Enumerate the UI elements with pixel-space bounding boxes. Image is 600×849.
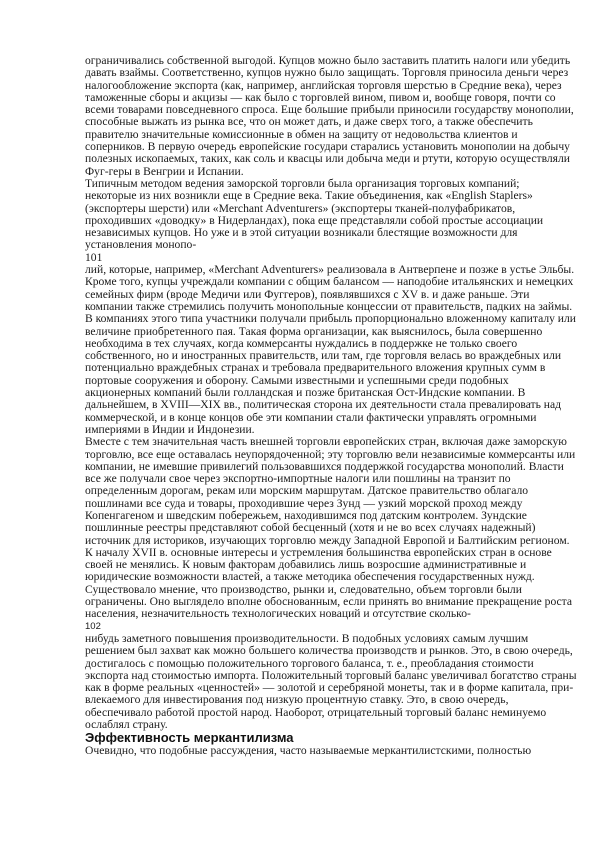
text-line: нибудь заметного повышения производительности. В подобных условиях самым лучшим bbox=[85, 631, 529, 645]
text-line: ослаблял страну. bbox=[85, 718, 168, 732]
text-line: экспорта над стоимостью импорта. Положительный торговый баланс увеличивал богатство страны bbox=[85, 668, 577, 682]
paragraph bbox=[85, 547, 585, 584]
text-line: юридические возможности властей, а также методика обеспечения государственных нужд. bbox=[85, 570, 535, 584]
text-line: (экспортеры шерсти) или «Merchant Adventurers» (экспортеры тканей-полуфабрикатов, bbox=[85, 201, 516, 215]
paragraph bbox=[85, 584, 585, 621]
text-line: Типичным методом ведения заморской торговли была организация торговых компаний; bbox=[85, 176, 520, 190]
text-line: В компаниях этого типа участники получали прибыль пропорционально вложенному капиталу или bbox=[85, 312, 576, 326]
text-line: независимых купцов. Но уже и в этой ситуации возникали блестящие возможности для bbox=[85, 226, 518, 240]
text-line: своей не менялись. К новым факторам добавились лишь возросшие административные и bbox=[85, 558, 527, 572]
text-line: компании также стремились получить монопольные концессии от правительств, падких на займы. bbox=[85, 299, 573, 313]
text-line: империями в Индии и Индонезии. bbox=[85, 422, 255, 436]
text-line: как в форме реальных «ценностей» — золотой и серебряной монеты, так и в форме капитала, при- bbox=[85, 681, 574, 695]
page-number: 102 bbox=[85, 620, 101, 632]
text-line: решением был захват как можно большего количества производств и рынков. Это, в свою очередь, bbox=[85, 644, 573, 658]
text-line: достигалось с помощью положительного торгового баланса, т. е., преобладания стоимости bbox=[85, 656, 534, 670]
text-line: влекаемого для инвестирования под низкую процентную ставку. Это, в свою очередь, bbox=[85, 693, 509, 707]
text-line: Фуг-геры в Венгрии и Испании. bbox=[85, 164, 244, 178]
text-line: пошлинные реестры представляют собой бесценный (хотя и не во всех случаях надежный) bbox=[85, 521, 536, 535]
text-line: Копенгагеном и шведским побережьем, находившимся под датским контролем. Зундские bbox=[85, 508, 527, 522]
text-line: правителю значительные комиссионные в обмен на защиту от недовольства клиентов и bbox=[85, 127, 518, 141]
text-line: Кроме того, купцы учреждали компании с общим балансом — наподобие итальянских и немецких bbox=[85, 275, 574, 289]
text-line: налогообложение экспорта (как, например, английская торговля шерстью в Средние века), через bbox=[85, 78, 562, 92]
document-page bbox=[85, 55, 585, 757]
text-line: семейных фирм (вроде Медичи или Фуггеров), появлявшихся с XV в. и даже раньше. Эти bbox=[85, 287, 530, 301]
text-line: Существовало мнение, что производство, рынки и, следовательно, объем торговли были bbox=[85, 582, 522, 596]
text-line: собственного, но и иностранных правительств, или там, где торговля велась во враждебных или bbox=[85, 349, 562, 363]
paragraph bbox=[85, 436, 585, 547]
text-line: К началу XVII в. основные интересы и устремления большинства европейских стран в основе bbox=[85, 545, 552, 559]
text-line: акционерных компаний были голландская и позже британская Ост-Индские компании. В bbox=[85, 386, 526, 400]
text-line: таможенные сборы и акцизы — как было с торговлей вином, пивом и, вообще говоря, почти со bbox=[85, 90, 556, 104]
text-line: соперников. В первую очередь европейские государи старались установить монополии на добычу bbox=[85, 140, 570, 154]
text-line: ограничены. Оно выглядело вполне обоснованным, если принять во внимание прекращение роста bbox=[85, 595, 573, 609]
text-line: населения, незначительность технологических новаций и отсутствие сколько- bbox=[85, 607, 471, 621]
text-line: потенциально враждебных странах и требовала предварительного вложения крупных сумм в bbox=[85, 361, 546, 375]
text-line: торговлю, все еще оставалась неупорядоченной; эту торговлю вели независимые коммерсанты или bbox=[85, 447, 576, 461]
paragraph bbox=[85, 745, 585, 757]
text-line: определенным дорогам, рекам или морским маршрутам. Датское правительство облагало bbox=[85, 484, 529, 498]
paragraph bbox=[85, 264, 585, 436]
text-line: необходима в тех случаях, когда коммерсанты нуждались в поддержке не только своего bbox=[85, 336, 518, 350]
text-line: дальнейшем, в XVIII—XIX вв., политическая сторона их деятельности стала превалировать над bbox=[85, 398, 562, 412]
paragraph bbox=[85, 178, 585, 252]
text-line: давать взаймы. Соответственно, купцов нужно было защищать. Торговля приносила деньги через bbox=[85, 66, 569, 80]
text-line: величине приобретенного пая. Такая форма организации, как выяснилось, была совершенно bbox=[85, 324, 543, 338]
text-line: способные выжать из рынка все, что он может дать, и даже сверх того, а также обеспечить bbox=[85, 115, 533, 129]
paragraph bbox=[85, 633, 585, 731]
text-line: портовые сооружения и оборону. Самыми известными и успешными среди подобных bbox=[85, 373, 509, 387]
text-line: некоторые из них возникли еще в Средние века. Такие объединения, как «English Staplers» bbox=[85, 189, 533, 203]
paragraph bbox=[85, 55, 585, 178]
text-line: всеми товарами повседневного спроса. Еще большие прибыли приносили государству монополии, bbox=[85, 103, 574, 117]
page-number: 101 bbox=[85, 250, 103, 264]
section-heading: Эффективность меркантилизма bbox=[85, 730, 294, 746]
text-line: ограничивались собственной выгодой. Купцов можно было заставить платить налоги или убедить bbox=[85, 54, 571, 67]
text-line: Вместе с тем значительная часть внешней торговли европейских стран, включая даже заморскую bbox=[85, 435, 567, 449]
text-line: источник для историков, изучающих торговлю между Западной Европой и Балтийским регионом. bbox=[85, 533, 570, 547]
text-line: все же получали свое через экспортно-импортные налоги или пошлины на транзит по bbox=[85, 472, 511, 486]
text-line: коммерческой, и в конце концов обе эти компании стали фактически управлять огромными bbox=[85, 410, 537, 424]
text-line: полезных ископаемых, таких, как соль и квасцы или добыча меди и ртути, которую осуществляли bbox=[85, 152, 571, 166]
text-line: пошлинами все суда и товары, проходившие через Зунд — узкий морской проход между bbox=[85, 496, 523, 510]
text-line: Очевидно, что подобные рассуждения, часто называемые меркантилистскими, полностью bbox=[85, 743, 532, 757]
text-line: обеспечивало работой простой народ. Наоборот, отрицательный торговый баланс неминуемо bbox=[85, 705, 547, 719]
text-line: лий, которые, например, «Merchant Adventurers» реализовала в Антверпене и позже в устье Эльбы. bbox=[85, 263, 575, 277]
text-line: компании, не имевшие привилегий пользовавшихся поддержкой государства монополий. Власти bbox=[85, 459, 564, 473]
text-line: проходивших «доводку» в Нидерландах), пока еще представляли собой простые ассоциации bbox=[85, 213, 544, 227]
text-line: установления монопо- bbox=[85, 238, 197, 252]
